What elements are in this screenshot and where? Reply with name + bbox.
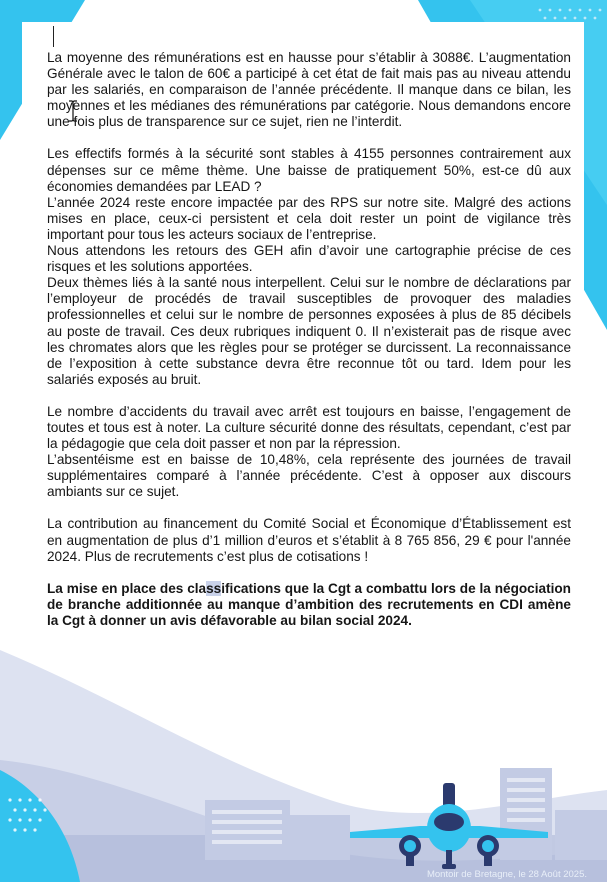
paragraph-conclusion — [47, 581, 571, 629]
paragraph-rps: L’année 2024 reste encore impactée par des RPS sur notre site. Malgré des actions mises en place, ceux-ci persistent et cela doit rester un point de vigilance très important pour tous les acteurs sociaux de l’entreprise. — [47, 194, 571, 242]
paragraph-securite: Les effectifs formés à la sécurité sont stables à 4155 personnes contrairement aux dépenses sur ce même thème. Une baisse de pratiquement 50%, est-ce dû aux économies demandées par LEAD ? — [47, 146, 571, 194]
paragraph-geh: Nous attendons les retours des GEH afin d’avoir une cartographie précise de ces risques et les solutions apportées. — [47, 243, 571, 275]
conclusion-text-start: La mise en place des cla — [47, 580, 207, 596]
conclusion-text-end: ifications que la Cgt a combattu lors de la négociation de branche additionnée au manque d’ambition des recrutements en CDI amène la Cgt à donner un avis défavorable au bilan social 2024. — [47, 580, 571, 628]
paragraph-accidents: Le nombre d’accidents du travail avec arrêt est toujours en baisse, l’engagement de toutes et tous est à noter. La culture sécurité donne des résultats, cependant, c’est par la pédagogie que cela doit passer et non par la répression. — [47, 403, 571, 452]
text-cursor — [53, 26, 54, 47]
paragraph-sante: Deux thèmes liés à la santé nous interpellent. Celui sur le nombre de déclarations par l’employeur de procédés de travail susceptibles de provoquer des maladies professionnelles et celui sur le nombre de personnes exposées à plus de 85 décibels au poste de travail. Ces deux rubriques indiquent 0. Il n’existerait pas de risque avec les chromates alors que les règles pour se protéger se durcissent. La reconnaissance de l’exposition à cette substance devra être reconnue tôt ou tard. Idem pour les salariés exposés au bruit. — [47, 275, 571, 387]
footer-date-line: Montoir de Bretagne, le 28 Août 2025. — [426, 869, 587, 880]
selected-text[interactable]: ss — [206, 580, 222, 596]
paragraph-cse: La contribution au financement du Comité Social et Économique d’Établissement est en augmentation de plus d’1 million d’euros et s’établit à 8 765 856, 29 € pour l'année 2024. Plus de recrutements c’est plus de cotisations ! — [47, 516, 571, 564]
paragraph-absenteisme: L’absentéisme est en baisse de 10,48%, cela représente des journées de travail supplémentaires comparé à l’année précédente. C’est à opposer aux discours ambiants sur ce sujet. — [47, 452, 571, 500]
paragraph-remunerations: La moyenne des rémunérations est en hausse pour s’établir à 3088€. L’augmentation Générale avec le talon de 60€ a participé à cet état de fait mais pas au niveau attendu par les salariés, en comparaison de l’année précédente. Il manque dans ce bilan, les moyennes et les médianes des rémunérations par catégorie. Nous demandons encore une fois plus de transparence sur ce sujet, rien ne l’interdit. — [47, 50, 571, 130]
document-body[interactable] — [47, 50, 571, 629]
